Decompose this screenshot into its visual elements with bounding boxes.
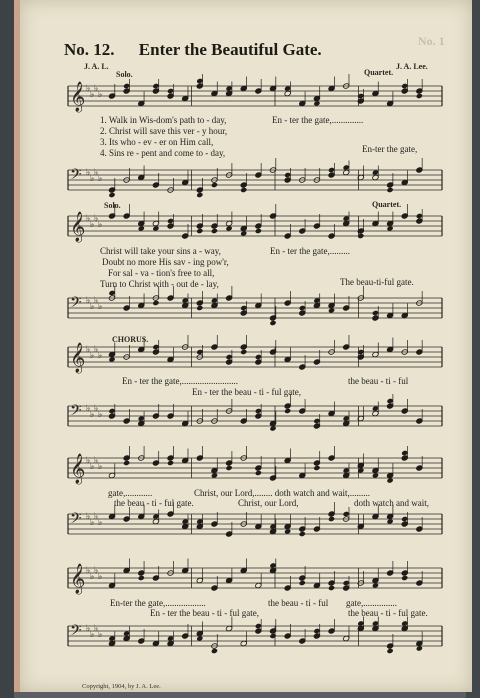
flat-sign-icon: ♭	[94, 624, 99, 634]
flat-sign-icon: ♭	[86, 404, 91, 414]
flat-sign-icon: ♭	[90, 410, 95, 420]
chorus-cue: CHORUS.	[112, 335, 149, 344]
chorus-lyric: En-ter the gate,..................	[110, 598, 206, 608]
solo-cue: Solo.	[104, 201, 121, 210]
refrain-lyric: En - ter the gate,..............	[272, 115, 364, 125]
flat-sign-icon: ♭	[98, 220, 103, 230]
hymn-title: Enter the Beautiful Gate.	[138, 40, 322, 59]
flat-sign-icon: ♭	[98, 90, 103, 100]
treble-clef-icon: 𝄞	[70, 454, 86, 484]
bass-clef-icon: 𝄢	[70, 402, 82, 423]
flat-sign-icon: ♭	[98, 351, 103, 361]
bass-clef-icon: 𝄢	[70, 294, 82, 315]
verse-line: Turn to Christ with - out de - lay,	[100, 279, 219, 289]
flat-sign-icon: ♭	[86, 456, 91, 466]
flat-sign-icon: ♭	[98, 462, 103, 472]
flat-sign-icon: ♭	[90, 351, 95, 361]
flat-sign-icon: ♭	[86, 296, 91, 306]
flat-sign-icon: ♭	[90, 220, 95, 230]
chorus-lyric: doth watch and wait,	[354, 498, 429, 508]
flat-sign-icon: ♭	[98, 630, 103, 640]
flat-sign-icon: ♭	[86, 624, 91, 634]
flat-sign-icon: ♭	[94, 512, 99, 522]
verse-line: 4. Sins re - pent and come to - day,	[100, 148, 226, 158]
flat-sign-icon: ♭	[94, 168, 99, 178]
chorus-lyric: En - ter the beau - ti - ful gate,	[150, 608, 259, 618]
chorus-lyric: the beau - ti - ful gate.	[348, 608, 428, 618]
chorus-lyric: En - ter the beau - ti - ful gate,	[192, 387, 301, 397]
bass-clef-icon: 𝄢	[70, 622, 82, 643]
treble-clef-icon: 𝄞	[70, 343, 86, 373]
flat-sign-icon: ♭	[98, 410, 103, 420]
bleed-through-text: No. 1	[418, 34, 445, 48]
verse-line: 2. Christ will save this ver - y hour,	[100, 126, 228, 136]
verse-lines-a	[100, 115, 227, 159]
bass-staff-2	[60, 292, 446, 326]
flat-sign-icon: ♭	[90, 90, 95, 100]
treble-clef-icon: 𝄞	[70, 564, 86, 594]
chorus-lyric: Christ, our Lord,........ doth watch and wait,.........	[194, 488, 370, 498]
chorus-lyric: gate,............	[108, 488, 153, 498]
bass-staff-3	[60, 400, 446, 434]
bass-clef-icon: 𝄢	[70, 166, 82, 187]
flat-sign-icon: ♭	[94, 296, 99, 306]
flat-sign-icon: ♭	[94, 214, 99, 224]
treble-staff-5	[60, 562, 446, 596]
bass-staff-5	[60, 620, 446, 654]
quartet-cue: Quartet.	[372, 200, 402, 209]
verse-line: Doubt no more His sav - ing pow'r,	[102, 257, 229, 267]
flat-sign-icon: ♭	[98, 302, 103, 312]
flat-sign-icon: ♭	[94, 404, 99, 414]
refrain-lyric: En - ter the gate,.........	[270, 246, 350, 256]
composer-credit: J. A. Lee.	[396, 62, 428, 71]
quartet-cue: Quartet.	[364, 68, 394, 77]
lyricist-credit: J. A. L.	[84, 62, 109, 71]
chorus-lyric: gate,...............	[346, 598, 397, 608]
hymn-number: No. 12.	[64, 40, 115, 59]
flat-sign-icon: ♭	[90, 462, 95, 472]
flat-sign-icon: ♭	[94, 84, 99, 94]
chorus-lyric: the beau - ti - ful gate.	[114, 498, 194, 508]
treble-staff-3	[60, 341, 446, 375]
bass-clef-icon: 𝄢	[70, 510, 82, 531]
verse-line: Christ will take your sins a - way,	[100, 246, 221, 256]
flat-sign-icon: ♭	[86, 512, 91, 522]
chorus-lyric: Christ, our Lord,	[238, 498, 299, 508]
chorus-lyric: En - ter the gate,.........................	[122, 376, 238, 386]
flat-sign-icon: ♭	[98, 518, 103, 528]
solo-cue: Solo.	[116, 70, 133, 79]
flat-sign-icon: ♭	[86, 84, 91, 94]
treble-staff-1	[60, 80, 446, 114]
book-spine	[0, 0, 14, 698]
treble-clef-icon: 𝄞	[70, 212, 86, 242]
verse-lines-b	[100, 246, 229, 290]
copyright-notice: Copyright, 1904, by J. A. Lee.	[82, 683, 161, 690]
verse-line: 3. Its who - ev - er on Him call,	[100, 137, 214, 147]
flat-sign-icon: ♭	[94, 566, 99, 576]
chorus-lyric: the beau - ti - ful	[268, 598, 329, 608]
flat-sign-icon: ♭	[90, 630, 95, 640]
chorus-lyric: the beau - ti - ful	[348, 376, 409, 386]
hymn-header	[64, 40, 322, 60]
flat-sign-icon: ♭	[86, 168, 91, 178]
verse-line: 1. Walk in Wis-dom's path to - day,	[100, 115, 227, 125]
verse-line: For sal - va - tion's free to all,	[108, 268, 215, 278]
flat-sign-icon: ♭	[90, 572, 95, 582]
flat-sign-icon: ♭	[94, 456, 99, 466]
refrain-lyric: The beau-ti-ful gate.	[340, 277, 414, 287]
flat-sign-icon: ♭	[98, 572, 103, 582]
bass-staff-1	[60, 164, 446, 198]
treble-staff-2	[60, 210, 446, 244]
flat-sign-icon: ♭	[94, 345, 99, 355]
refrain-lyric: En-ter the gate,	[362, 144, 418, 154]
flat-sign-icon: ♭	[90, 174, 95, 184]
flat-sign-icon: ♭	[90, 518, 95, 528]
treble-clef-icon: 𝄞	[70, 82, 86, 112]
flat-sign-icon: ♭	[90, 302, 95, 312]
bass-staff-4	[60, 508, 446, 542]
flat-sign-icon: ♭	[86, 566, 91, 576]
flat-sign-icon: ♭	[86, 214, 91, 224]
flat-sign-icon: ♭	[98, 174, 103, 184]
treble-staff-4	[60, 452, 446, 486]
flat-sign-icon: ♭	[86, 345, 91, 355]
